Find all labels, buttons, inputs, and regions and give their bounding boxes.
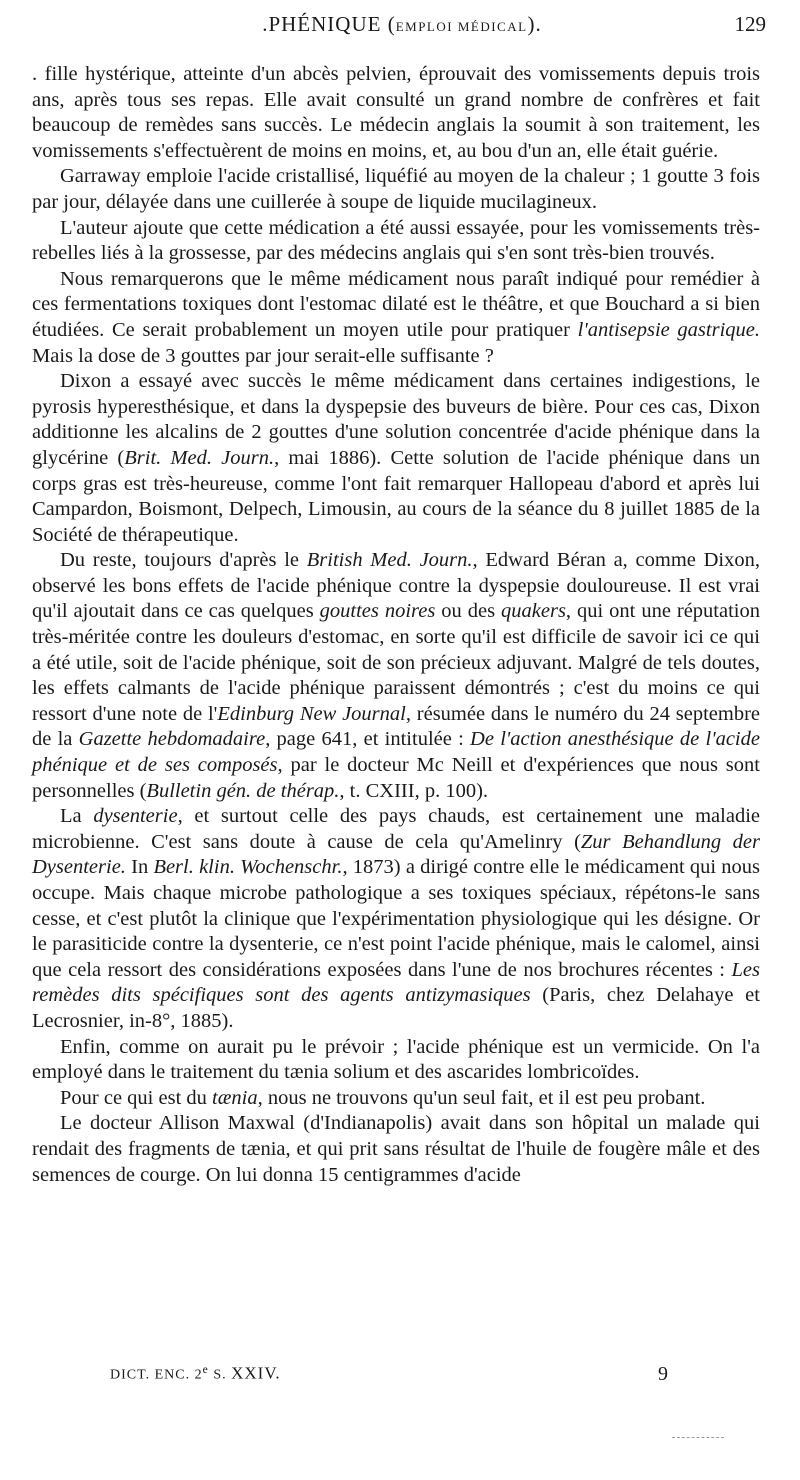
italic-run: l'antisepsie gastrique. (577, 318, 761, 341)
page-number: 129 (734, 12, 766, 36)
signature-volume: XXIV. (231, 1363, 281, 1383)
text-run: Nous remarquerons que le même médicament nous paraît indiqué pour remédier à ces fermentations toxiques dont l'estomac dilaté est le théâtre, et que Bouchard a si bien étudiées. Ce serait probablement un moyen utile pour pratiquer (32, 267, 760, 341)
italic-run: dysenterie (93, 805, 178, 828)
text-run: (Paris, chez Delahaye et Lecrosnier, in-8°, 1885). (32, 984, 760, 1032)
paragraph (32, 216, 760, 267)
italic-run: quakers (501, 600, 566, 623)
paragraph (32, 62, 760, 164)
italic-run: De l'action anesthésique de l'acide phénique et de ses composés (32, 728, 760, 777)
signature-text: DICT. ENC. 2 (110, 1367, 203, 1383)
page-footer (110, 1363, 740, 1393)
text-run: , mai 1886). Cette solution de l'acide phénique dans un corps gras est très-heureuse, comme l'ont fait remarquer Hallopeau d'abord et après lui Campardon, Boismont, Delpech, Limousin, au cours de la séance du 8 juillet 1885 de la Société de thérapeutique. (32, 446, 760, 546)
text-run: , t. CXIII, p. 100). (339, 779, 489, 802)
italic-run: Edinburg New Journal (217, 702, 406, 725)
sheet-number: 9 (658, 1363, 668, 1385)
text-run: In (125, 856, 154, 879)
italic-run: gouttes noires (319, 600, 436, 623)
text-run: Garraway emploie l'acide cristallisé, liquéfié au moyen de la chaleur ; 1 goutte 3 fois par jour, délayée dans une cuillerée à soupe de liquide mucilagineux. (32, 165, 760, 213)
italic-run: British Med. Journ. (306, 549, 473, 572)
running-head-subtitle: EMPLOI MÉDICAL (395, 19, 528, 34)
running-head-title: .PHÉNIQUE ( (262, 12, 396, 36)
text-run: , Edward Béran a, comme Dixon, observé les bons effets de l'acide phénique contre la dyspepsie douloureuse. Il est vrai qu'il ajoutait dans ce cas quelques (32, 549, 760, 623)
text-run: L'auteur ajoute que cette médication a été aussi essayée, pour les vomissements très-rebelles liés à la grossesse, par des médecins anglais qui s'en sont très-bien trouvés. (32, 216, 760, 265)
printer-signature (110, 1363, 281, 1384)
paragraph (32, 1111, 760, 1188)
italic-run: Gazette hebdomadaire (78, 728, 266, 751)
paragraph (32, 164, 760, 215)
text-run: , et surtout celle des pays chauds, est certainement une maladie microbienne. C'est sans doute à cause de cela qu'Amelinry ( (32, 805, 760, 853)
paragraph (32, 548, 760, 804)
italic-run: Zur Behandlung der Dysenterie. (32, 830, 760, 879)
signature-s: S. (208, 1367, 232, 1383)
paragraph (32, 1086, 760, 1112)
text-run: Du reste, toujours d'après le (60, 549, 307, 572)
text-run: , nous ne trouvons qu'un seul fait, et il est peu probant. (257, 1086, 706, 1109)
italic-run: Brit. Med. Journ. (124, 446, 275, 469)
text-run: Pour ce qui est du (60, 1086, 213, 1109)
paragraph (32, 267, 760, 369)
text-run: Le docteur Allison Maxwal (d'Indianapolis) avait dans son hôpital un malade qui rendait des fragments de tænia, et qui prit sans résultat de l'huile de fougère mâle et des semences de courge. On lui donna 15 centigrammes d'acide (32, 1112, 760, 1186)
text-run: Dixon a essayé avec succès le même médicament dans certaines indigestions, le pyrosis hyperesthésique, et dans la dyspepsie des buveurs de bière. Pour ces cas, Dixon additionne les alcalins de 2 gouttes d'une solution concentrée d'acide phénique dans la glycérine ( (32, 370, 760, 469)
text-run: ou des (435, 600, 502, 623)
text-run: , qui ont une réputation très-méritée contre les douleurs d'estomac, en sorte qu'il est difficile de savoir ici ce qui a été utile, soit de l'acide phénique, soit de son précieux adjuvant. Malgré de tels doutes, les effets calmants de l'acide phénique paraissent démontrés ; c'est du moins ce qui ressort d'une note de l' (32, 600, 760, 725)
text-run: . fille hystérique, atteinte d'un abcès pelvien, éprouvait des vomissements depuis trois ans, après tous ses repas. Elle avait consulté un grand nombre de confrères et fait beaucoup de remèdes sans succès. Le médecin anglais la soumit à son traitement, les vomissements s'effectuèrent de moins en moins, et, au bou d'un an, elle était guérie. (32, 63, 760, 162)
italic-run: tænia (212, 1086, 258, 1109)
text-run: , résumée dans le numéro du 24 septembre de la (32, 702, 761, 751)
text-run: Enfin, comme on aurait pu le prévoir ; l'acide phénique est un vermicide. On l'a employé dans le traitement du tænia solium et des ascarides lombricoïdes. (32, 1035, 760, 1084)
text-run: , par le docteur Mc Neill et d'expériences que nous sont personnelles ( (32, 754, 760, 802)
text-run: , page 641, et intitulée : (265, 728, 471, 751)
paragraph (32, 369, 760, 548)
text-run: , 1873) a dirigé contre elle le médicament qui nous occupe. Mais chaque microbe pathologique a ses toxiques spéciaux, répétons-le sans cesse, et c'est plutôt la clinique que l'expérimentation physiologique qui les désigne. Or le parasiticide contre la dysenterie, ce n'est point l'acide phénique, mais le calomel, ainsi que cela ressort des considérations exposées dans l'une de nos brochures récentes : (32, 856, 760, 981)
paragraph (32, 804, 760, 1034)
bottom-rule (672, 1437, 724, 1438)
italic-run: Berl. klin. Wochenschr. (153, 856, 343, 879)
italic-run: Les remèdes dits spécifiques sont des agents antizymasiques (32, 958, 760, 1007)
text-run: Mais la dose de 3 gouttes par jour serait-elle suffisante ? (32, 344, 494, 367)
body-text (32, 62, 760, 1188)
text-run: La (60, 805, 94, 828)
signature-series-mark: e (202, 1363, 209, 1376)
italic-run: Bulletin gén. de thérap. (146, 779, 340, 802)
running-head (32, 12, 772, 37)
paragraph (32, 1035, 760, 1086)
page-header (32, 4, 772, 44)
running-head-title-end: ). (527, 12, 542, 36)
